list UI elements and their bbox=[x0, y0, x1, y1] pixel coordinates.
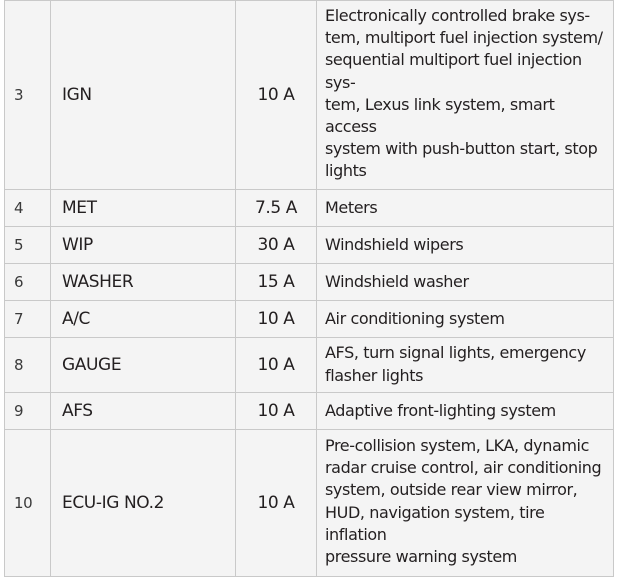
fuse-circuit: Pre-collision system, LKA, dynamic radar cruise control, air conditioning system, outside rear view mirror, HUD, navigation system, tire inflation pressure warning system bbox=[317, 429, 614, 576]
fuse-number: 8 bbox=[5, 337, 51, 392]
fuse-amperage: 10 A bbox=[236, 300, 317, 337]
table-row bbox=[5, 263, 614, 300]
fuse-amperage: 10 A bbox=[236, 392, 317, 429]
fuse-name: A/C bbox=[51, 300, 236, 337]
table-row bbox=[5, 1, 614, 190]
fuse-name: ECU-IG NO.2 bbox=[51, 429, 236, 576]
table-row bbox=[5, 189, 614, 226]
fuse-number: 4 bbox=[5, 189, 51, 226]
table-row bbox=[5, 392, 614, 429]
fuse-number: 7 bbox=[5, 300, 51, 337]
fuse-number: 5 bbox=[5, 226, 51, 263]
fuse-name: GAUGE bbox=[51, 337, 236, 392]
table-row bbox=[5, 337, 614, 392]
fuse-circuit: AFS, turn signal lights, emergency flasher lights bbox=[317, 337, 614, 392]
fuse-amperage: 30 A bbox=[236, 226, 317, 263]
fuse-circuit: Adaptive front-lighting system bbox=[317, 392, 614, 429]
fuse-name: WASHER bbox=[51, 263, 236, 300]
fuse-name: MET bbox=[51, 189, 236, 226]
fuse-circuit: Air conditioning system bbox=[317, 300, 614, 337]
fuse-circuit: Windshield washer bbox=[317, 263, 614, 300]
table-row bbox=[5, 226, 614, 263]
fuse-amperage: 10 A bbox=[236, 337, 317, 392]
table-row bbox=[5, 429, 614, 576]
fuse-circuit: Meters bbox=[317, 189, 614, 226]
table-row bbox=[5, 300, 614, 337]
fuse-amperage: 15 A bbox=[236, 263, 317, 300]
fuse-amperage: 7.5 A bbox=[236, 189, 317, 226]
fuse-name: WIP bbox=[51, 226, 236, 263]
fuse-amperage: 10 A bbox=[236, 1, 317, 190]
fuse-name: AFS bbox=[51, 392, 236, 429]
fuse-number: 9 bbox=[5, 392, 51, 429]
fuse-table bbox=[4, 0, 614, 577]
fuse-name: IGN bbox=[51, 1, 236, 190]
fuse-circuit: Windshield wipers bbox=[317, 226, 614, 263]
fuse-number: 6 bbox=[5, 263, 51, 300]
fuse-amperage: 10 A bbox=[236, 429, 317, 576]
fuse-circuit: Electronically controlled brake sys- tem, multiport fuel injection system/ sequential multiport fuel injection sys- tem, Lexus link system, smart access system with push-button start, stop lights bbox=[317, 1, 614, 190]
fuse-number: 3 bbox=[5, 1, 51, 190]
fuse-number: 10 bbox=[5, 429, 51, 576]
